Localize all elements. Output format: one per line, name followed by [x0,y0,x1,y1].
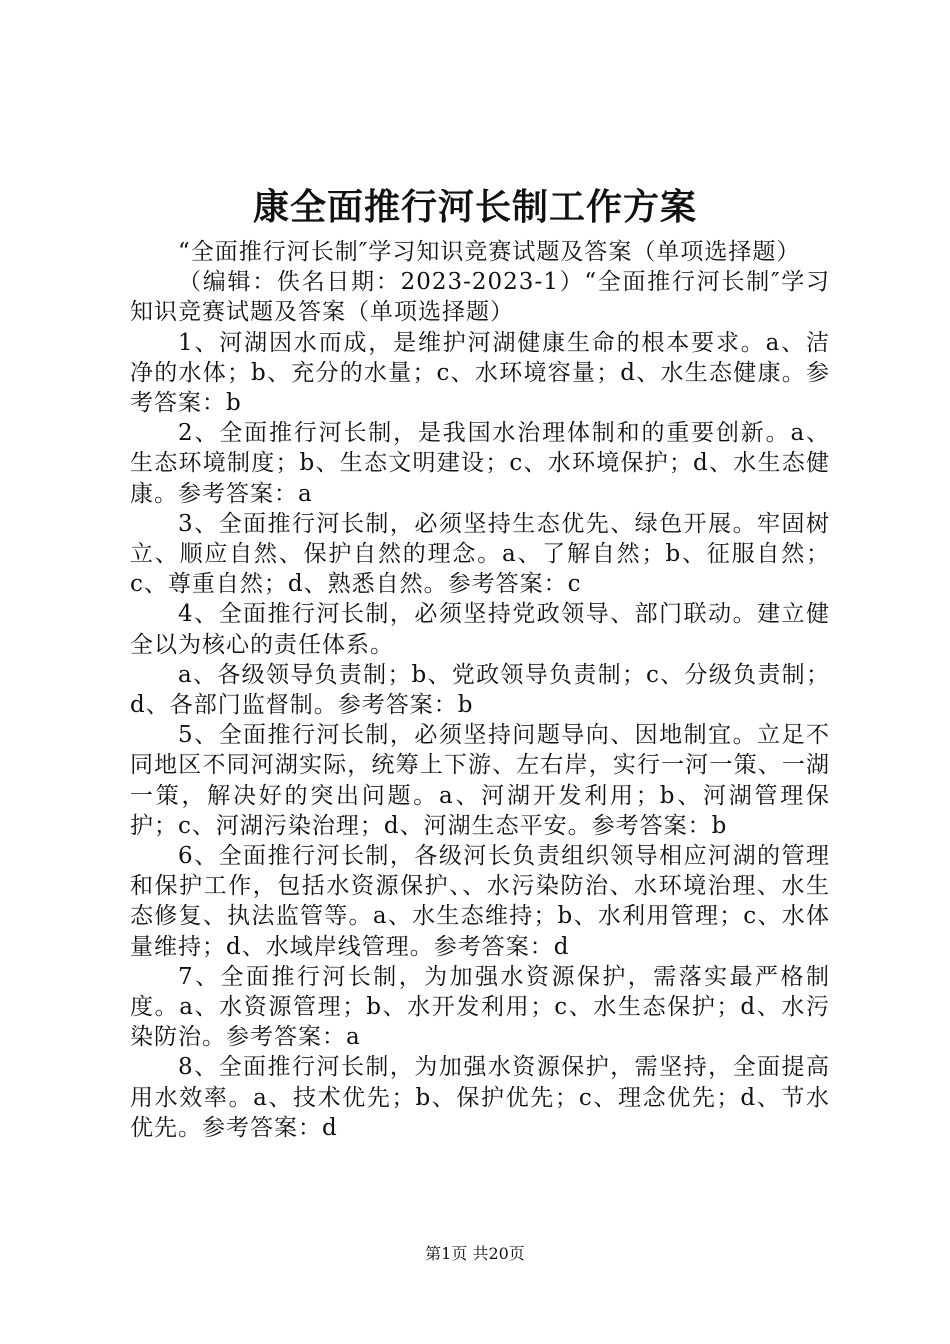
paragraph-question-3: 3、全面推行河长制，必须坚持生态优先、绿色开展。牢固树立、顺应自然、保护自然的理念。a、了解自然；b、征服自然；c、尊重自然；d、熟悉自然。参考答案：c [130,510,830,598]
page-footer: 第1页 共20页 [425,1244,525,1263]
document-body [130,237,830,1143]
paragraph-editor-note: （编辑：佚名日期：2023-2023-1）“全面推行河长制″学习知识竞赛试题及答案（单项选择题） [130,269,830,326]
paragraph-question-4-options: a、各级领导负责制；b、党政领导负责制；c、分级负责制；d、各部门监督制。参考答案：b [130,661,830,719]
document-title: 康全面推行河长制工作方案 [252,186,697,228]
paragraph-question-7: 7、全面推行河长制，为加强水资源保护，需落实最严格制度。a、水资源管理；b、水开发利用；c、水生态保护；d、水污染防治。参考答案：a [130,963,830,1051]
paragraph-question-4: 4、全面推行河长制，必须坚持党政领导、部门联动。建立健全以为核心的责任体系。 [130,601,830,658]
paragraph-question-2: 2、全面推行河长制，是我国水治理体制和的重要创新。a、生态环境制度；b、生态文明建设；c、水环境保护；d、水生态健康。参考答案：a [130,420,830,507]
paragraph-question-6: 6、全面推行河长制，各级河长负责组织领导相应河湖的管理和保护工作，包括水资源保护、、水污染防治、水环境治理、水生态修复、执法监管等。a、水生态维持；b、水利用管理；c、水体量维持；d、水域岸线管理。参考答案：d [130,843,830,960]
paragraph-question-1: 1、河湖因水而成，是维护河湖健康生命的根本要求。a、洁净的水体；b、充分的水量；c、水环境容量；d、水生态健康。参考答案：b [130,329,830,417]
paragraph-question-5: 5、全面推行河长制，必须坚持问题导向、因地制宜。立足不同地区不同河湖实际，统筹上下游、左右岸，实行一河一策、一湖一策，解决好的突出问题。a、河湖开发利用；b、河湖管理保护；c、河湖污染治理；d、河湖生态平安。参考答案：b [130,722,830,839]
paragraph-heading: “全面推行河长制″学习知识竞赛试题及答案（单项选择题） [178,239,801,265]
paragraph-question-8: 8、全面推行河长制，为加强水资源保护，需坚持，全面提高用水效率。a、技术优先；b、保护优先；c、理念优先；d、节水优先。参考答案：d [130,1054,830,1141]
